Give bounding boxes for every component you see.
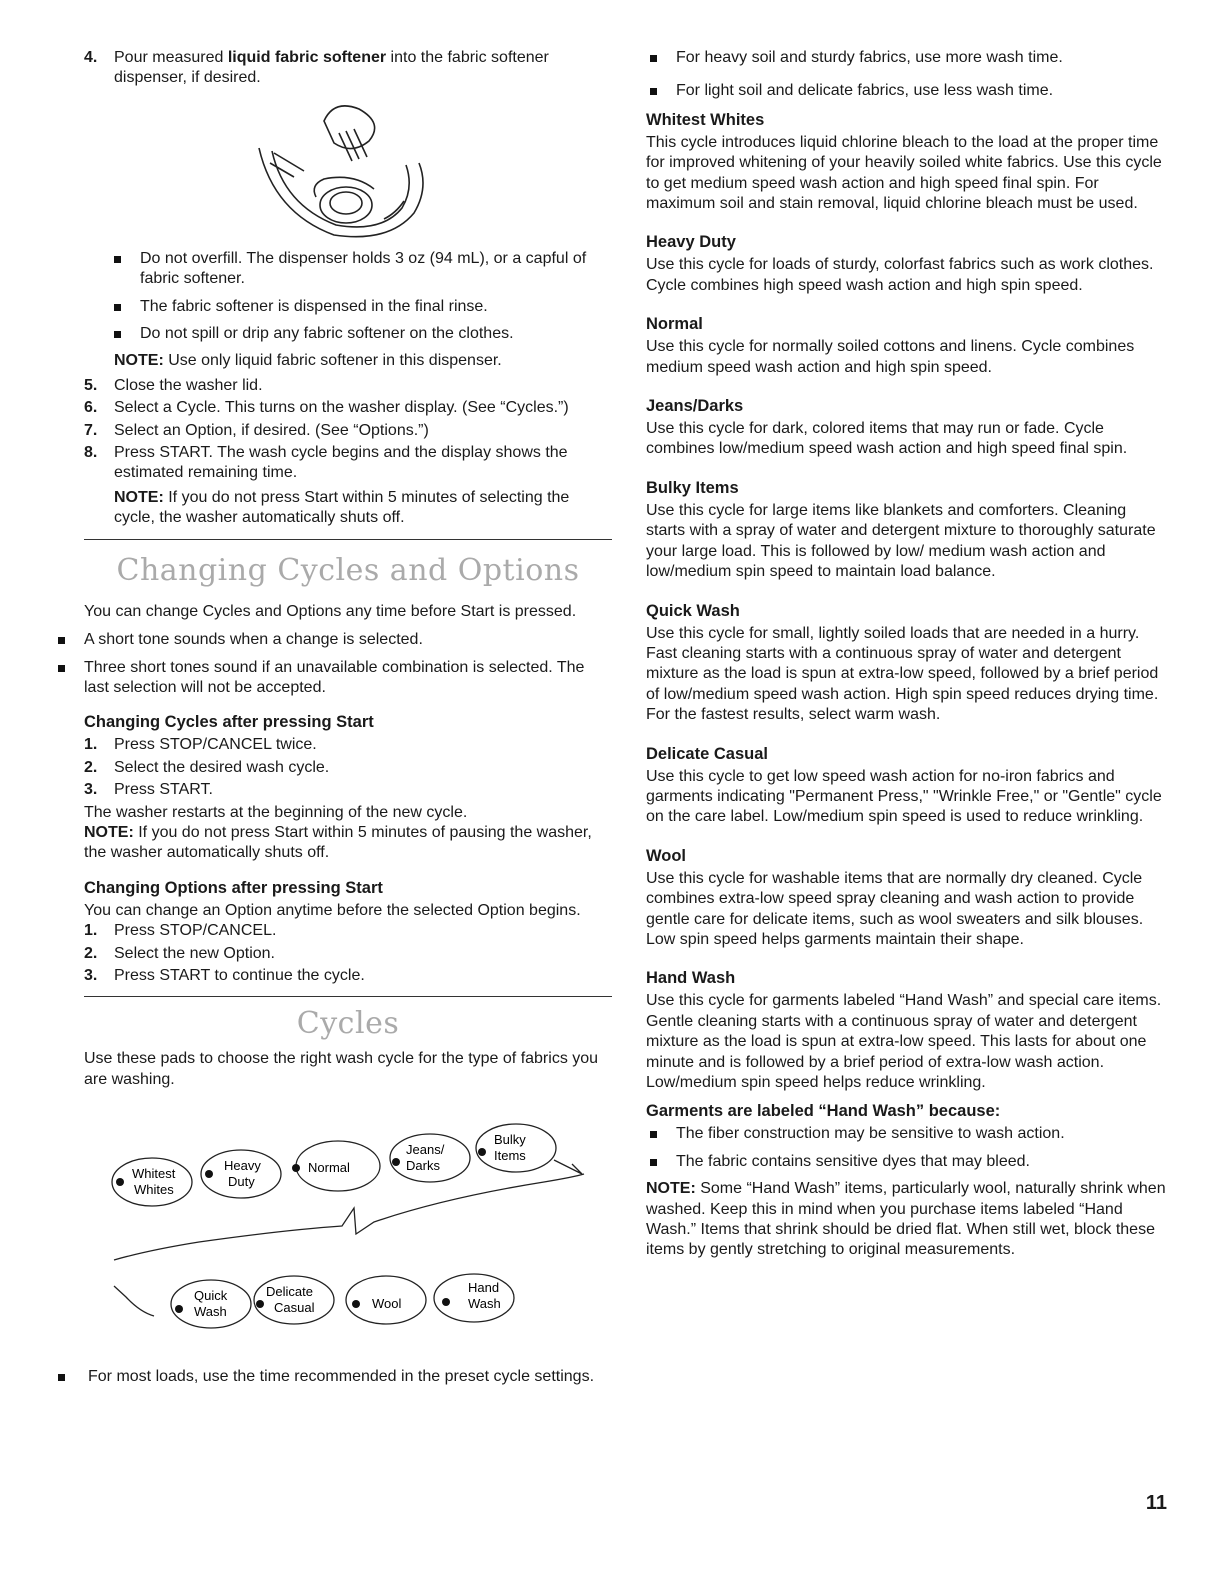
pad-label: Jeans/ xyxy=(406,1142,445,1158)
pad-quick-wash[interactable] xyxy=(171,1280,251,1328)
list-item: 1. Press STOP/CANCEL twice. xyxy=(84,736,317,754)
pad-label: Normal xyxy=(308,1160,350,1176)
pad-wool[interactable] xyxy=(346,1276,426,1324)
list-item: For light soil and delicate fabrics, use less wash time. xyxy=(646,81,1166,101)
right-column xyxy=(646,48,1166,1261)
list-item: Do not overfill. The dispenser holds 3 oz (94 mL), or a capful of fabric softener. xyxy=(110,249,612,290)
dispenser-bullet-list xyxy=(84,249,612,345)
list-item: The fabric contains sensitive dyes that may bleed. xyxy=(646,1152,1166,1172)
pad-label: Hand xyxy=(468,1280,500,1296)
heading-bulky-items: Bulky Items xyxy=(646,478,739,497)
list-item: Three short tones sound if an unavailable combination is selected. The last selection will not be accepted. xyxy=(54,658,612,699)
heading-whitest-whites: Whitest Whites xyxy=(646,110,765,129)
pad-label: Items xyxy=(494,1148,526,1164)
list-item: A short tone sounds when a change is selected. xyxy=(54,630,612,650)
page-number: 11 xyxy=(1145,1492,1167,1514)
cycle-description: This cycle introduces liquid chlorine bleach to the load at the proper time for improved whitening of your heavily soiled white fabrics. Use this cycle to get medium speed wash action and high speed final spin. For maximum soil and stain removal, liquid chlorine bleach must be used. xyxy=(646,133,1162,213)
step-4: 4. Pour measured liquid fabric softener into the fabric softener dispenser, if desired. xyxy=(84,49,549,87)
pad-label: Wool xyxy=(372,1296,402,1312)
cycle-description: Use this cycle for loads of sturdy, colorfast fabrics such as work clothes. Cycle combines high speed wash action and high spin speed. xyxy=(646,256,1154,294)
list-item: 2. Select the new Option. xyxy=(84,944,275,962)
pad-heavy-duty[interactable] xyxy=(201,1150,281,1198)
section-divider xyxy=(84,539,612,540)
pad-label: Casual xyxy=(274,1300,315,1316)
pad-label: Heavy xyxy=(224,1158,261,1174)
pad-whitest-whites[interactable] xyxy=(112,1158,192,1206)
pad-label: Quick xyxy=(194,1288,228,1304)
list-item: 3. Press START. xyxy=(84,781,213,799)
pad-jeans-darks[interactable] xyxy=(390,1134,470,1182)
heading-jeans-darks: Jeans/Darks xyxy=(646,397,744,416)
pad-label: Whites xyxy=(134,1182,174,1198)
cycle-description: Use this cycle for small, lightly soiled loads that are needed in a hurry. Fast cleaning starts with a continuous spray of water and detergent mixture as the load is spun at extra-low speed, followed by a brief period of low/medium speed wash action. High spin speed reduces drying time. For the fastest results, select warm wash. xyxy=(646,624,1159,724)
cycle-description: Use this cycle for normally soiled cottons and linens. Cycle combines medium speed wash action and high spin speed. xyxy=(646,338,1135,376)
list-item: The fabric softener is dispensed in the final rinse. xyxy=(110,297,612,317)
cycle-pad-diagram xyxy=(84,1102,612,1352)
left-column xyxy=(84,48,612,1394)
heading-wool: Wool xyxy=(646,846,687,865)
note-fabric-softener: NOTE: Use only liquid fabric softener in this dispenser. xyxy=(114,352,502,370)
step-5: 5. Close the washer lid. xyxy=(84,376,263,394)
heading-hand-wash: Hand Wash xyxy=(646,969,736,988)
cycle-description: Use this cycle for washable items that are normally dry cleaned. Cycle combines extra-low speed spray cleaning and wash action to provide gentle care for delicate items, such as wool sweaters and silk blouses. Low spin speed helps garments maintain their shape. xyxy=(646,869,1144,948)
heading-normal: Normal xyxy=(646,315,703,334)
note-hand-wash-shrink: NOTE: Some “Hand Wash” items, particularly wool, naturally shrink when washed. Keep this in mind when you purchase items labeled “Hand Wash.” Items that shrink should be dried flat. When still wet, block these items by gently stretching to original measurements. xyxy=(646,1180,1166,1259)
paragraph: The washer restarts at the beginning of the new cycle. xyxy=(84,803,468,821)
heading-garments-hand-wash: Garments are labeled “Hand Wash” because: xyxy=(646,1102,1001,1121)
pad-label: Darks xyxy=(406,1158,440,1174)
step-7: 7. Select an Option, if desired. (See “Options.”) xyxy=(84,421,429,439)
list-item: For most loads, use the time recommended in the preset cycle settings. xyxy=(54,1367,612,1387)
step-6: 6. Select a Cycle. This turns on the washer display. (See “Cycles.”) xyxy=(84,399,569,417)
pad-label: Wash xyxy=(468,1296,501,1312)
heading-delicate-casual: Delicate Casual xyxy=(646,744,768,763)
section-intro: Use these pads to choose the right wash cycle for the type of fabrics you are washing. xyxy=(84,1050,599,1088)
cycle-description: Use this cycle for garments labeled “Hand Wash” and special care items. Gentle cleaning starts with a continuous spray of water and detergent mixture as the load is spun at extra-low speed. This lasts for about one minute and is followed by a brief period of extra-low wash action. Low/medium spin speed helps reduce wrinkling. xyxy=(646,992,1162,1091)
pad-delicate-casual[interactable] xyxy=(254,1276,334,1324)
list-item: 2. Select the desired wash cycle. xyxy=(84,758,330,776)
heading-changing-options: Changing Options after pressing Start xyxy=(84,878,383,897)
list-item: 1. Press STOP/CANCEL. xyxy=(84,922,277,940)
pad-bulky-items[interactable] xyxy=(476,1124,556,1172)
pad-hand-wash[interactable] xyxy=(434,1274,514,1322)
fabric-softener-dispenser-illustration xyxy=(84,93,612,243)
pad-label: Duty xyxy=(228,1174,255,1190)
section-title-changing-cycles: Changing Cycles and Options xyxy=(116,552,580,588)
section-divider xyxy=(84,996,612,997)
pad-label: Wash xyxy=(194,1304,227,1320)
pad-normal[interactable] xyxy=(292,1141,380,1191)
section-title-cycles: Cycles xyxy=(296,1006,400,1042)
note-pause-timeout: NOTE: If you do not press Start within 5 minutes of pausing the washer, the washer automatically shuts off. xyxy=(84,823,592,862)
step-8: 8. Press START. The wash cycle begins and the display shows the estimated remaining time. xyxy=(84,444,568,482)
heading-changing-cycles: Changing Cycles after pressing Start xyxy=(84,713,374,732)
pad-label: Bulky xyxy=(494,1132,526,1148)
section-intro: You can change Cycles and Options any time before Start is pressed. xyxy=(84,602,577,620)
paragraph: You can change an Option anytime before the selected Option begins. xyxy=(84,901,581,919)
pad-label: Delicate xyxy=(266,1284,313,1300)
pad-label: Whitest xyxy=(132,1166,176,1182)
cycle-description: Use this cycle for large items like blankets and comforters. Cleaning starts with a spray of water and detergent mixture to thoroughly saturate your large load. This is followed by low/ medium wash action and low/medium spin speed to maintain load balance. xyxy=(646,501,1156,581)
list-item: Do not spill or drip any fabric softener on the clothes. xyxy=(110,324,612,344)
cycle-description: Use this cycle for dark, colored items that may run or fade. Cycle combines low/medium speed wash action and high speed final spin. xyxy=(646,420,1128,458)
list-item: 3. Press START to continue the cycle. xyxy=(84,966,365,984)
heading-quick-wash: Quick Wash xyxy=(646,601,740,620)
cycle-description: Use this cycle to get low speed wash action for no-iron fabrics and garments indicating "Permanent Press," "Wrinkle Free," or "Gentle" cycle on the care label. Low/medium spin speed is used to reduce wrinkling. xyxy=(646,767,1162,826)
note-start-timeout: NOTE: If you do not press Start within 5 minutes of selecting the cycle, the washer automatically shuts off. xyxy=(114,488,570,527)
list-item: The fiber construction may be sensitive to wash action. xyxy=(646,1124,1166,1144)
heading-heavy-duty: Heavy Duty xyxy=(646,233,736,252)
list-item: For heavy soil and sturdy fabrics, use more wash time. xyxy=(646,48,1166,68)
